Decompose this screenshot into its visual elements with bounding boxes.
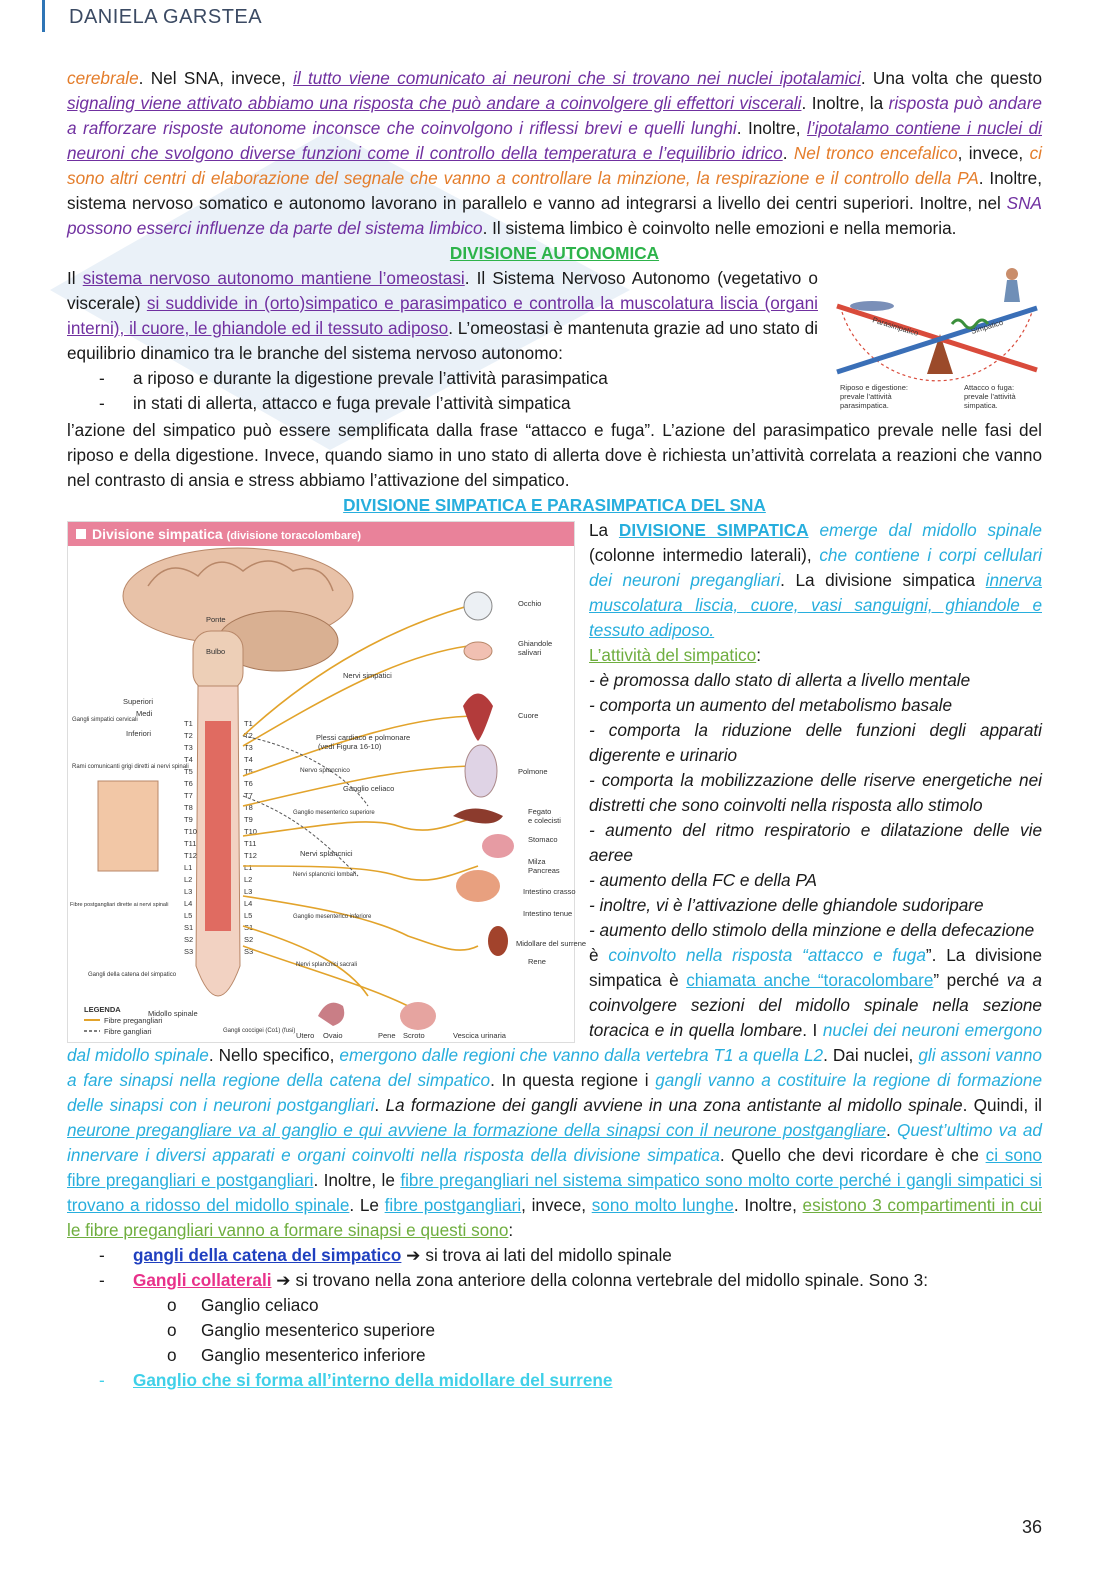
label-plessi: Plessi cardiaco e polmonare xyxy=(316,733,411,742)
text-span: . In questa regione i xyxy=(490,1070,656,1090)
text-span: Quest’ultimo va ad innervare i diversi apparati e organi coinvolti nella risposta della divisione simpatica xyxy=(67,1120,1042,1165)
text-span: . Inoltre, le xyxy=(313,1170,401,1190)
vertebra-label: T2 xyxy=(244,731,253,740)
label-vescica: Vescica urinaria xyxy=(453,1031,506,1040)
vertebra-label: T5 xyxy=(184,767,193,776)
caption-left-3: parasimpatica. xyxy=(840,401,889,410)
intestine-icon xyxy=(456,870,500,902)
label-nervi-lombari: Nervi splancnici lombari xyxy=(293,872,357,878)
vertebra-label: T2 xyxy=(184,731,193,740)
label-salivari: salivari xyxy=(518,648,542,657)
text-span: va a coinvolgere sezioni del midollo spinale nella sezione toracica e in quella lombare xyxy=(589,970,1042,1040)
text-span: . Inoltre, xyxy=(733,1195,803,1215)
vertebra-label: L3 xyxy=(244,887,253,896)
text-span: ➔ si trova ai lati del midollo spinale xyxy=(401,1245,672,1265)
label-inferiori: Inferiori xyxy=(126,729,152,738)
text-span: . Inoltre, sistema nervoso somatico e autonomo lavorano in parallelo e vanno ad integrarsi a livello dei centri superiori. Inoltre, nel xyxy=(67,168,1042,213)
vertebra-label: T1 xyxy=(244,719,253,728)
legend-title: LEGENDA xyxy=(84,1005,121,1014)
text-span: in stati di allerta, attacco e fuga prevale l’attività simpatica xyxy=(133,393,571,413)
text-span: signaling viene attivato abbiamo una risposta che può andare a coinvolgere gli effettori viscerali xyxy=(67,93,802,113)
text-span: ”. La divisione simpatica è xyxy=(589,945,1042,990)
text-span: . xyxy=(374,1095,386,1115)
text-span: La formazione dei gangli avviene in una zona antistante al midollo spinale xyxy=(385,1095,963,1115)
page-header xyxy=(42,0,262,32)
text-span: Nel tronco encefalico xyxy=(793,143,958,163)
attivita-item: - comporta la riduzione delle funzioni degli apparati digerente e urinario xyxy=(589,720,1042,765)
circle-marker: o xyxy=(167,1295,177,1315)
seesaw-illustration xyxy=(832,262,1042,414)
text-span: si suddivide in (orto)simpatico e parasimpatico e controlla la muscolatura liscia (organi interni), il cuore, le ghiandole ed il tessuto adiposo xyxy=(67,293,818,338)
vertebra-label: L1 xyxy=(184,863,193,872)
label-pene: Pene xyxy=(378,1031,396,1040)
label-nervo-splancnico: Nervo splancnico xyxy=(300,767,350,774)
vertebra-label: T7 xyxy=(184,791,193,800)
text-span: è xyxy=(589,945,609,965)
label-milza: Milza xyxy=(528,857,546,866)
label-nervi-sacrali: Nervi splancnici sacrali xyxy=(296,962,358,968)
vertebra-label: L4 xyxy=(184,899,193,908)
label-nervi-simpatici: Nervi simpatici xyxy=(343,671,392,680)
dash-marker: - xyxy=(99,1270,105,1290)
caption-right-2: prevale l’attività xyxy=(964,392,1016,401)
label-scroto: Scroto xyxy=(403,1031,425,1040)
heading-divisione-simpatica: DIVISIONE SIMPATICA E PARASIMPATICA DEL SNA xyxy=(343,495,766,515)
vertebra-label: S2 xyxy=(244,935,254,944)
text-span: . xyxy=(782,143,794,163)
text-span: gangli della catena del simpatico xyxy=(133,1245,402,1265)
label-gangli-coccigei: Gangli coccigei (Co1) (fusi) xyxy=(223,1028,296,1034)
vertebra-label: L4 xyxy=(244,899,253,908)
label-ghiandole: Ghiandole xyxy=(518,639,553,648)
vertebra-label: T5 xyxy=(244,767,253,776)
text-span: (colonne intermedio laterali), xyxy=(589,545,820,565)
label-gangli-catena: Gangli della catena del simpatico xyxy=(88,972,177,978)
label-midollare: Midollare del surrene xyxy=(516,939,587,948)
text-span: . Nello specifico, xyxy=(208,1045,340,1065)
text-span: chiamata anche “toracolombare xyxy=(686,970,934,990)
text-span: che contiene i corpi cellulari dei neuroni pregangliari xyxy=(589,545,1043,590)
text-span: L’attività del simpatico xyxy=(589,645,757,665)
text-span: . Nel SNA, invece, xyxy=(138,68,294,88)
vertebra-label: L1 xyxy=(244,863,253,872)
text-span: emergono dalle regioni che vanno dalla vertebra T1 a quella L2 xyxy=(339,1045,824,1065)
attivita-item: - comporta la mobilizzazione delle riserve energetiche nei distretti che sono coinvolti nella risposta allo stimolo xyxy=(589,770,1042,815)
label-occhio: Occhio xyxy=(518,599,542,608)
label-pancreas: Pancreas xyxy=(528,866,560,875)
text-span: ” perché xyxy=(933,970,1007,990)
vertebra-label: T3 xyxy=(184,743,193,752)
text-span: fibre postgangliari xyxy=(384,1195,522,1215)
text-span: sono molto lunghe xyxy=(591,1195,734,1215)
caption-right-1: Attacco o fuga: xyxy=(964,383,1015,392)
label-intestino-crasso: Intestino crasso xyxy=(523,887,576,896)
attivita-item: - è promossa dallo stato di allerta a livello mentale xyxy=(589,670,971,690)
diagram-title xyxy=(68,522,574,546)
text-span: . Quello che devi ricordare è che xyxy=(719,1145,986,1165)
skin-icon xyxy=(98,781,158,871)
label-intestino-tenue: Intestino tenue xyxy=(523,909,573,918)
text-span: SNA possono esserci influenze da parte del sistema limbico xyxy=(67,193,1042,238)
vertebra-label: T10 xyxy=(184,827,197,836)
vertebra-label: T6 xyxy=(244,779,253,788)
text-span: . Il Sistema Nervoso Autonomo (vegetativo o viscerale) xyxy=(67,268,818,313)
text-span: Ganglio mesenterico inferiore xyxy=(201,1345,426,1365)
text-span: . La divisione simpatica xyxy=(780,570,986,590)
text-span: l’ipotalamo contiene i nuclei di neuroni che svolgono diverse funzioni come il controllo della temperatura e l’equilibrio idrico xyxy=(67,118,1042,163)
label-superiori: Superiori xyxy=(123,697,154,706)
diagram-svg xyxy=(68,546,587,1042)
sub-item xyxy=(167,1293,1042,1318)
vertebra-label: L2 xyxy=(184,875,193,884)
caption-left-2: prevale l’attività xyxy=(840,392,892,401)
parasimpatico-label: Parasimpatico xyxy=(871,315,920,338)
sub-item xyxy=(167,1343,1042,1368)
label-fibre-post: Fibre postgangliari dirette ai nervi spinali xyxy=(70,902,169,908)
text-span: coinvolto nella risposta “attacco e fuga xyxy=(608,945,926,965)
text-span: . Quindi, il xyxy=(962,1095,1042,1115)
label-gangli-cervicali: Gangli simpatici cervicali xyxy=(72,717,138,723)
sub-item xyxy=(167,1318,1042,1343)
text-span: ci sono fibre pregangliari e postgangliari xyxy=(67,1145,1042,1190)
label-ovaio: Ovaio xyxy=(323,1031,343,1040)
label-medi: Medi xyxy=(136,709,153,718)
vertebra-label: S3 xyxy=(244,947,254,956)
dash-marker: - xyxy=(99,368,105,388)
text-span: emerge dal midollo spinale xyxy=(819,520,1042,540)
heading-divisione-autonomica: DIVISIONE AUTONOMICA xyxy=(449,243,660,263)
text-span: sistema nervoso autonomo mantiene l’omeostasi xyxy=(82,268,465,288)
text-span: risposta può andare a rafforzare risposte autonome inconsce che coinvolgono i riflessi brevi e quelli lunghi xyxy=(67,93,1042,138)
text-span: nuclei dei neuroni emergono dal midollo spinale xyxy=(67,1020,1043,1065)
text-span: ➔ si trovano nella zona anteriore della colonna vertebrale del midollo spinale. Sono 3: xyxy=(271,1270,928,1290)
label-utero: Utero xyxy=(296,1031,315,1040)
attivita-item: - comporta un aumento del metabolismo basale xyxy=(589,695,953,715)
uterus-icon xyxy=(318,1003,344,1026)
text-span: . xyxy=(886,1120,897,1140)
dash-marker: - xyxy=(99,393,105,413)
text-span: Ganglio mesenterico superiore xyxy=(201,1320,436,1340)
stomach-icon xyxy=(482,834,514,858)
vertebra-label: T6 xyxy=(184,779,193,788)
vertebra-label: T7 xyxy=(244,791,253,800)
vertebra-label: S3 xyxy=(184,947,194,956)
vertebra-label: T12 xyxy=(244,851,257,860)
text-span: Ganglio celiaco xyxy=(201,1295,319,1315)
text-span: Ganglio che si forma all’interno della midollare del surrene xyxy=(133,1370,613,1390)
text-span: . Inoltre, xyxy=(736,118,807,138)
vertebra-label: L3 xyxy=(184,887,193,896)
vertebra-label: T9 xyxy=(184,815,193,824)
vertebra-label: L2 xyxy=(244,875,253,884)
intro-paragraph xyxy=(67,66,1042,241)
text-span: cerebrale xyxy=(67,68,139,88)
text-span: La xyxy=(589,520,619,540)
text-span: (divisione toracolombare) xyxy=(226,530,362,542)
document-body xyxy=(67,66,1042,1393)
label-midollo-spinale: Midollo spinale xyxy=(148,1009,198,1018)
label-stomaco: Stomaco xyxy=(528,835,558,844)
text-span: a riposo e durante la digestione prevale l’attività parasimpatica xyxy=(133,368,608,388)
vertebra-label: T8 xyxy=(184,803,193,812)
dash-marker: - xyxy=(99,1370,105,1390)
text-span: Gangli collaterali xyxy=(133,1270,272,1290)
text-span: DIVISIONE SIMPATICA xyxy=(618,520,809,540)
text-span xyxy=(809,520,820,540)
vertebra-label: T11 xyxy=(244,839,257,848)
brainstem-icon xyxy=(193,631,243,691)
label-rami: Rami comunicanti grigi diretti ai nervi spinali xyxy=(72,764,189,770)
text-span: : xyxy=(756,645,761,665)
label-polmone: Polmone xyxy=(518,767,548,776)
vertebra-label: T4 xyxy=(184,755,193,764)
text-span: il tutto viene comunicato ai neuroni che si trovano nei nuclei ipotalamici xyxy=(293,68,861,88)
attivita-item: - aumento dello stimolo della minzione e della defecazione xyxy=(589,920,1035,940)
eye-icon xyxy=(464,592,492,620)
vertebra-label: T9 xyxy=(244,815,253,824)
vertebra-label: S1 xyxy=(184,923,194,932)
bladder-icon xyxy=(400,1002,436,1030)
vertebra-label: T11 xyxy=(184,839,197,848)
text-span: innerva muscolatura liscia, cuore, vasi sanguigni, ghiandole e tessuto adiposo. xyxy=(589,570,1043,640)
label-ganglio-mes-sup: Ganglio mesenterico superiore xyxy=(293,810,375,816)
heart-icon xyxy=(463,694,493,742)
text-span: . Dai nuclei, xyxy=(823,1045,919,1065)
vertebra-label: T4 xyxy=(244,755,253,764)
text-span: ci sono altri centri di elaborazione del segnale che vanno a controllare la minzione, la respirazione e il controllo della PA xyxy=(67,143,1042,188)
label-vedi: (vedi Figura 16-10) xyxy=(318,742,382,751)
label-nervi-splancnici: Nervi splancnici xyxy=(300,849,353,858)
circle-marker: o xyxy=(167,1320,177,1340)
text-span: , invece, xyxy=(957,143,1030,163)
text-span: fibre pregangliari nel sistema simpatico sono molto corte perché i gangli simpatici si trovano a ridosso del midollo spinale xyxy=(67,1170,1042,1215)
text-span: . Le xyxy=(349,1195,385,1215)
salivary-gland-icon xyxy=(464,642,492,660)
thoracolumbar-region xyxy=(205,721,231,931)
label-ganglio-mes-inf: Ganglio mesenterico inferiore xyxy=(293,914,372,920)
vertebra-label: T12 xyxy=(184,851,197,860)
dash-marker: - xyxy=(99,1245,105,1265)
text-span: , invece, xyxy=(521,1195,592,1215)
vertebra-label: L5 xyxy=(244,911,253,920)
label-cuore: Cuore xyxy=(518,711,539,720)
text-span: neurone pregangliare va al ganglio e qui avviene la formazione della sinapsi con il neurone postgangliare xyxy=(67,1120,887,1140)
text-span: . I xyxy=(802,1020,823,1040)
legend-pre: Fibre pregangliari xyxy=(104,1016,163,1025)
vertebra-label: T1 xyxy=(184,719,193,728)
vertebra-label: T3 xyxy=(244,743,253,752)
text-span: : xyxy=(508,1220,514,1240)
compartment-bullet-3 xyxy=(99,1368,1042,1393)
label-ponte: Ponte xyxy=(206,615,226,624)
vertebra-label: T10 xyxy=(244,827,257,836)
vertebra-label: L5 xyxy=(184,911,193,920)
caption-left-1: Riposo e digestione: xyxy=(840,383,908,392)
lung-icon xyxy=(465,745,497,797)
text-span: . Il sistema limbico è coinvolto nelle emozioni e nella memoria. xyxy=(482,218,957,238)
text-span: gli assoni vanno a fare sinapsi nella regione della catena del simpatico xyxy=(67,1045,1042,1090)
circle-marker: o xyxy=(167,1345,177,1365)
text-span: . L’omeostasi è mantenuta grazie ad uno stato di equilibrio dinamico tra le branche del sistema nervoso autonomo: xyxy=(67,318,818,363)
title-square-icon xyxy=(76,529,86,539)
text-span: . Una volta che questo xyxy=(860,68,1043,88)
text-span: . Inoltre, la xyxy=(801,93,889,113)
label-fegato: Fegato xyxy=(528,807,552,816)
label-bulbo: Bulbo xyxy=(206,647,226,656)
vertebra-label: S2 xyxy=(184,935,194,944)
vertebra-label: T8 xyxy=(244,803,253,812)
compartment-bullet-2 xyxy=(99,1268,1042,1293)
resting-person-icon xyxy=(850,301,894,311)
label-rene: Rene xyxy=(528,957,546,966)
attivita-item: - aumento della FC e della PA xyxy=(589,870,818,890)
kidney-icon xyxy=(488,926,508,956)
text-span: Il xyxy=(67,268,83,288)
running-person-icon xyxy=(1006,268,1018,280)
autonomica-after: l’azione del simpatico può essere semplificata dalla frase “attacco e fuga”. L’azione del parasimpatico prevale nelle fasi del riposo e della digestione. Invece, quando siamo in uno stato di allerta dove è richiesta un’attività correlata a reazioni che vanno nel contrasto di ansia e stress abbiamo l’attivazione del simpatico. xyxy=(67,420,1042,490)
label-ganglio-celiaco: Ganglio celiaco xyxy=(343,784,395,793)
label-colecisti: e colecisti xyxy=(528,816,561,825)
page-number: 36 xyxy=(1021,1517,1042,1537)
sympathetic-division-diagram xyxy=(67,521,587,1043)
attivita-item: - inoltre, vi è l’attivazione delle ghiandole sudoripare xyxy=(589,895,984,915)
caption-right-3: simpatica. xyxy=(964,401,998,410)
legend-post: Fibre gangliari xyxy=(104,1027,152,1036)
compartment-bullet-1 xyxy=(99,1243,1042,1268)
simpatico-label: Simpatico xyxy=(969,317,1005,336)
text-span: esistono 3 compartimenti in cui le fibre pregangliari vanno a formare sinapsi e questi sono xyxy=(67,1195,1043,1240)
text-span: Divisione simpatica xyxy=(92,526,223,542)
vertebra-label: S1 xyxy=(244,923,254,932)
author-name: DANIELA GARSTEA xyxy=(69,6,263,28)
attivita-item: - aumento del ritmo respiratorio e dilatazione delle vie aeree xyxy=(589,820,1042,865)
text-span: gangli vanno a costituire la regione di formazione delle sinapsi con i neuroni postgangliari xyxy=(67,1070,1043,1115)
